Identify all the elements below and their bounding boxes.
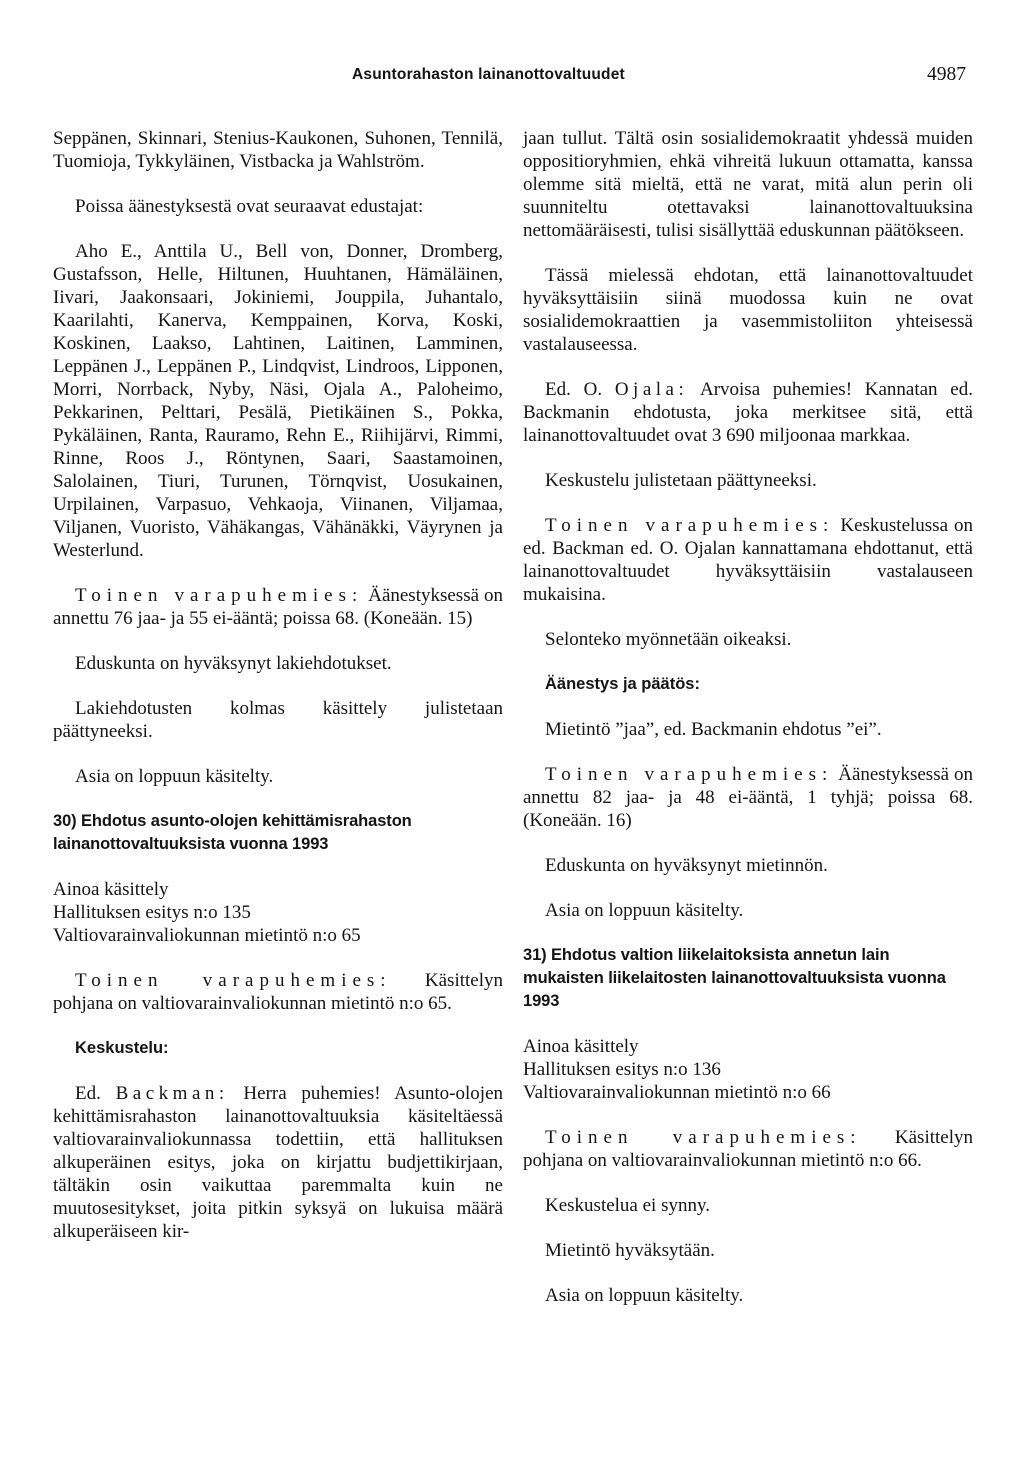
detail-line: Hallituksen esitys n:o 135 (53, 902, 251, 923)
speech-text: Käsittelyn pohjana on valtiovarainvaliokunnan mietintö n:o 65. (53, 970, 504, 1014)
item-details (523, 1035, 973, 1104)
speech-paragraph (523, 378, 973, 447)
speaker-name: Ojala: (614, 379, 689, 400)
item-details (53, 878, 503, 947)
paragraph: Tässä mielessä ehdotan, että lainanottovaltuudet hyväksyttäisiin siinä muodossa kuin ne ovat sosialidemokraattien ja vasemmistoliiton yhteisessä vastalauseessa. (523, 265, 973, 355)
paragraph: Keskustelu julistetaan päättyneeksi. (545, 470, 817, 491)
speech-paragraph (53, 1082, 503, 1243)
section-heading: 30) Ehdotus asunto-olojen kehittämisrahaston lainanottovaltuuksista vuonna 1993 (53, 812, 412, 853)
detail-line: Valtiovarainvaliokunnan mietintö n:o 65 (53, 925, 361, 946)
speaker-name: Toinen varapuhemies: (545, 764, 834, 785)
speaker-name: Toinen varapuhemies: (75, 585, 364, 606)
paragraph: Mietintö hyväksytään. (545, 1240, 715, 1261)
subheading: Keskustelu: (75, 1039, 169, 1057)
speech-text: Herra puhemies! Asunto-olojen kehittämisrahaston lainanottovaltuuksia käsiteltäessä valtiovarainvaliokunnassa todettiin, että hallituksen alkuperäinen esitys, joka on kirjattu budjettikirjaan, tältäkin osin vaikuttaa paremmalta kuin ne muutosesitykset, joita pitkin syksyä on lukuisa määrä alkuperäiseen kir- (53, 1083, 503, 1242)
detail-line: Ainoa käsittely (523, 1036, 639, 1057)
speaker-prefix: Ed. O. (545, 379, 603, 400)
speech-text: Äänestyksessä on annettu 76 jaa- ja 55 ei-ääntä; poissa 68. (Koneään. 15) (53, 585, 503, 629)
speech-paragraph (53, 584, 503, 630)
paragraph: Keskustelua ei synny. (545, 1195, 710, 1216)
speech-paragraph (53, 969, 503, 1015)
absentees-list: Aho E., Anttila U., Bell von, Donner, Dromberg, Gustafsson, Helle, Hiltunen, Huuhtanen, Hämäläinen, Iivari, Jaakonsaari, Jokiniemi, Jouppila, Juhantalo, Kaarilahti, Kanerva, Kemppainen, Korva, Koski, Koskinen, Laakso, Lahtinen, Laitinen, Lamminen, Leppänen J., Leppänen P., Lindqvist, Lindroos, Lipponen, Morri, Norrback, Nyby, Näsi, Ojala A., Paloheimo, Pekkarinen, Pelttari, Pesälä, Pietikäinen S., Pokka, Pykäläinen, Ranta, Rauramo, Rehn E., Riihijärvi, Rimmi, Rinne, Roos J., Röntynen, Saari, Saastamoinen, Salolainen, Tiuri, Turunen, Törnqvist, Uosukainen, Urpilainen, Varpasuo, Vehkaoja, Viinanen, Viljamaa, Viljanen, Vuoristo, Vähäkangas, Vähänäkki, Väyrynen ja Westerlund. (53, 241, 503, 561)
right-column (523, 127, 973, 1329)
speech-paragraph (523, 1126, 973, 1172)
paragraph: Eduskunta on hyväksynyt mietinnön. (545, 855, 828, 876)
speech-paragraph (523, 763, 973, 832)
speech-text: Arvoisa puhemies! Kannatan ed. Backmanin ehdotusta, joka merkitsee sitä, että lainanottovaltuudet ovat 3 690 miljoonaa markkaa. (523, 379, 973, 446)
speaker-name: Toinen varapuhemies: (545, 1127, 862, 1148)
paragraph: Selonteko myönnetään oikeaksi. (545, 629, 792, 650)
speech-text: Käsittelyn pohjana on valtiovarainvaliokunnan mietintö n:o 66. (523, 1127, 974, 1171)
paragraph: Asia on loppuun käsitelty. (545, 1285, 744, 1306)
paragraph: Mietintö ”jaa”, ed. Backmanin ehdotus ”ei”. (545, 719, 882, 740)
speaker-prefix: Ed. (75, 1083, 101, 1104)
subheading: Äänestys ja päätös: (545, 675, 700, 693)
section-heading: 31) Ehdotus valtion liikelaitoksista annetun lain mukaisten liikelaitosten lainanottovaltuuksista vuonna 1993 (523, 946, 946, 1010)
speech-text: Äänestyksessä on annettu 82 jaa- ja 48 ei-ääntä, 1 tyhjä; poissa 68. (Koneään. 16) (523, 764, 973, 831)
left-column (53, 127, 503, 1265)
page-number: 4987 (927, 64, 966, 85)
paragraph: Asia on loppuun käsitelty. (75, 766, 274, 787)
speaker-name: Backman: (115, 1083, 229, 1104)
paragraph: Asia on loppuun käsitelty. (545, 900, 744, 921)
speaker-name: Toinen varapuhemies: (545, 515, 835, 536)
paragraph: Lakiehdotusten kolmas käsittely julistetaan päättyneeksi. (53, 698, 503, 742)
detail-line: Valtiovarainvaliokunnan mietintö n:o 66 (523, 1082, 831, 1103)
running-title: Asuntorahaston lainanottovaltuudet (352, 66, 625, 83)
speech-paragraph (523, 514, 973, 606)
page-header (0, 66, 1024, 90)
speech-text: Keskustelussa on ed. Backman ed. O. Ojalan kannattamana ehdottanut, että lainanottovaltuudet hyväksyttäisiin vastalauseen mukaisina. (523, 515, 974, 605)
paragraph: jaan tullut. Tältä osin sosialidemokraatit yhdessä muiden oppositioryhmien, ehkä vihreitä lukuun ottamatta, kanssa olemme sitä mieltä, että ne varat, mitä alun perin oli suunniteltu otettavaksi lainanottovaltuuksina nettomääräisesti, tulisi sisällyttää eduskunnan päätökseen. (523, 128, 973, 241)
paragraph: Seppänen, Skinnari, Stenius-Kaukonen, Suhonen, Tennilä, Tuomioja, Tykkyläinen, Vistbacka ja Wahlström. (53, 128, 503, 172)
speaker-name: Toinen varapuhemies: (75, 970, 392, 991)
paragraph: Eduskunta on hyväksynyt lakiehdotukset. (75, 653, 392, 674)
detail-line: Hallituksen esitys n:o 136 (523, 1059, 721, 1080)
paragraph: Poissa äänestyksestä ovat seuraavat edustajat: (75, 196, 424, 217)
detail-line: Ainoa käsittely (53, 879, 169, 900)
